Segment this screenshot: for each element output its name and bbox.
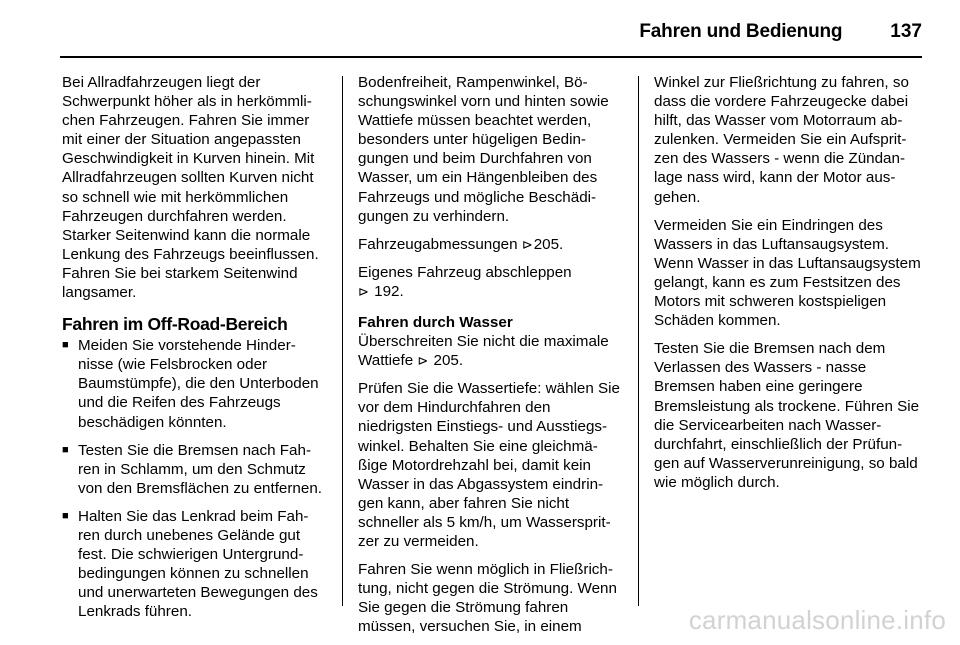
offroad-bullet-list bbox=[62, 336, 324, 621]
current-direction-paragraph: Fahren Sie wenn möglich in Fließrichtung, nicht gegen die Strömung. Wenn Sie gegen die Strömung fahren müssen, versuchen Sie, in einem bbox=[358, 561, 617, 636]
list-item bbox=[62, 441, 324, 498]
column-divider-2 bbox=[638, 76, 639, 606]
reference-text: Überschreiten Sie nicht die maximale Wattiefe bbox=[358, 333, 609, 370]
wading-depth-paragraph bbox=[358, 332, 622, 370]
page-reference-icon: ⊳ bbox=[358, 283, 369, 299]
column-2 bbox=[358, 73, 622, 645]
bullet-text: Testen Sie die Bremsen nach Fahren in Schlamm, um den Schmutz von den Bremsflächen zu entfernen. bbox=[78, 441, 322, 497]
square-bullet-icon: ■ bbox=[62, 443, 69, 456]
header-title: Fahren und Bedienung bbox=[639, 21, 843, 42]
bullet-text: Halten Sie das Lenkrad beim Fahren durch unebenes Gelände gut fest. Die schwierigen Untergrundbedingungen können zu schnellen und unerwarteten Bewegungen des Lenkrads führen. bbox=[78, 507, 318, 621]
brake-test-paragraph: Testen Sie die Bremsen nach dem Verlassen des Wassers - nasse Bremsen haben eine geringere Bremsleistung als trockene. Führen Sie die Servicearbeiten nach Wasserdurchfahrt, einschließlich der Prüfungen auf Wasserverunreinigung, so bald wie möglich durch. bbox=[654, 340, 920, 491]
reference-text: Eigenes Fahrzeug abschleppen bbox=[358, 263, 572, 281]
column-3 bbox=[654, 73, 922, 501]
reference-page-link[interactable]: 205. bbox=[533, 235, 564, 253]
square-bullet-icon: ■ bbox=[62, 339, 69, 352]
section-heading-offroad: Fahren im Off-Road-Bereich bbox=[62, 314, 288, 335]
angle-paragraph: Winkel zur Fließrichtung zu fahren, so dass die vordere Fahrzeugecke dabei hilft, das Wasser vom Motorraum abzulenken. Vermeiden Sie ein Aufspritzen des Wassers - wenn die Zündanlage nass wird, kann der Motor ausgehen. bbox=[654, 74, 909, 206]
air-intake-paragraph: Vermeiden Sie ein Eindringen des Wassers in das Luftansaugsystem. Wenn Wasser in das Luftansaugsystem gelangt, kann es zum Festsitzen des Motors mit schweren kostspieligen Schäden kommen. bbox=[654, 216, 921, 330]
list-item bbox=[62, 336, 324, 431]
list-item bbox=[62, 507, 324, 622]
header-rule bbox=[60, 56, 922, 58]
page-reference-icon: ⊳ bbox=[417, 353, 429, 369]
clearance-paragraph: Bodenfreiheit, Rampenwinkel, Böschungswinkel vorn und hinten sowie Wattiefe müssen beachtet werden, besonders unter hügeligen Bedingungen und beim Durchfahren von Wasser, um ein Hängenbleiben des Fahrzeugs und mögliche Beschädigungen zu verhindern. bbox=[358, 74, 609, 225]
subheading-water: Fahren durch Wasser bbox=[358, 314, 513, 332]
dimensions-reference bbox=[358, 235, 622, 254]
water-depth-paragraph: Prüfen Sie die Wassertiefe: wählen Sie vor dem Hindurchfahren den niedrigsten Einstiegs- und Ausstiegswinkel. Behalten Sie eine gleichmäßige Motordrehzahl bei, damit kein Wasser in das Abgassystem eindringen kann, aber fahren Sie nicht schneller als 5 km/h, um Wasserspritzer zu vermeiden. bbox=[358, 380, 620, 550]
watermark: carmanualsonline.info bbox=[688, 605, 946, 635]
column-1 bbox=[62, 73, 324, 630]
page-reference-icon: ⊳ bbox=[521, 236, 533, 252]
reference-page-link[interactable]: 205. bbox=[433, 352, 464, 370]
reference-text: Fahrzeugabmessungen bbox=[358, 235, 518, 253]
reference-page-link[interactable]: 192. bbox=[374, 282, 404, 300]
bullet-text: Meiden Sie vorstehende Hindernisse (wie Felsbrocken oder Baumstümpfe), die den Unterboden und die Reifen des Fahrzeugs beschädigen könnten. bbox=[78, 337, 319, 431]
intro-paragraph: Bei Allradfahrzeugen liegt der Schwerpunkt höher als in herkömmlichen Fahrzeugen. Fahren Sie immer mit einer der Situation angepassten Geschwindigkeit in Kurven hinein. Mit Allradfahrzeugen sollten Kurven nicht so schnell wie mit herkömmlichen Fahrzeugen durchfahren werden. Starker Seitenwind kann die normale Lenkung des Fahrzeugs beeinflussen. Fahren Sie bei starkem Seitenwind langsamer. bbox=[62, 74, 319, 302]
page-number: 137 bbox=[890, 21, 922, 42]
square-bullet-icon: ■ bbox=[62, 509, 69, 522]
column-divider-1 bbox=[342, 76, 343, 606]
page-header bbox=[639, 16, 922, 48]
towing-reference bbox=[358, 263, 622, 301]
